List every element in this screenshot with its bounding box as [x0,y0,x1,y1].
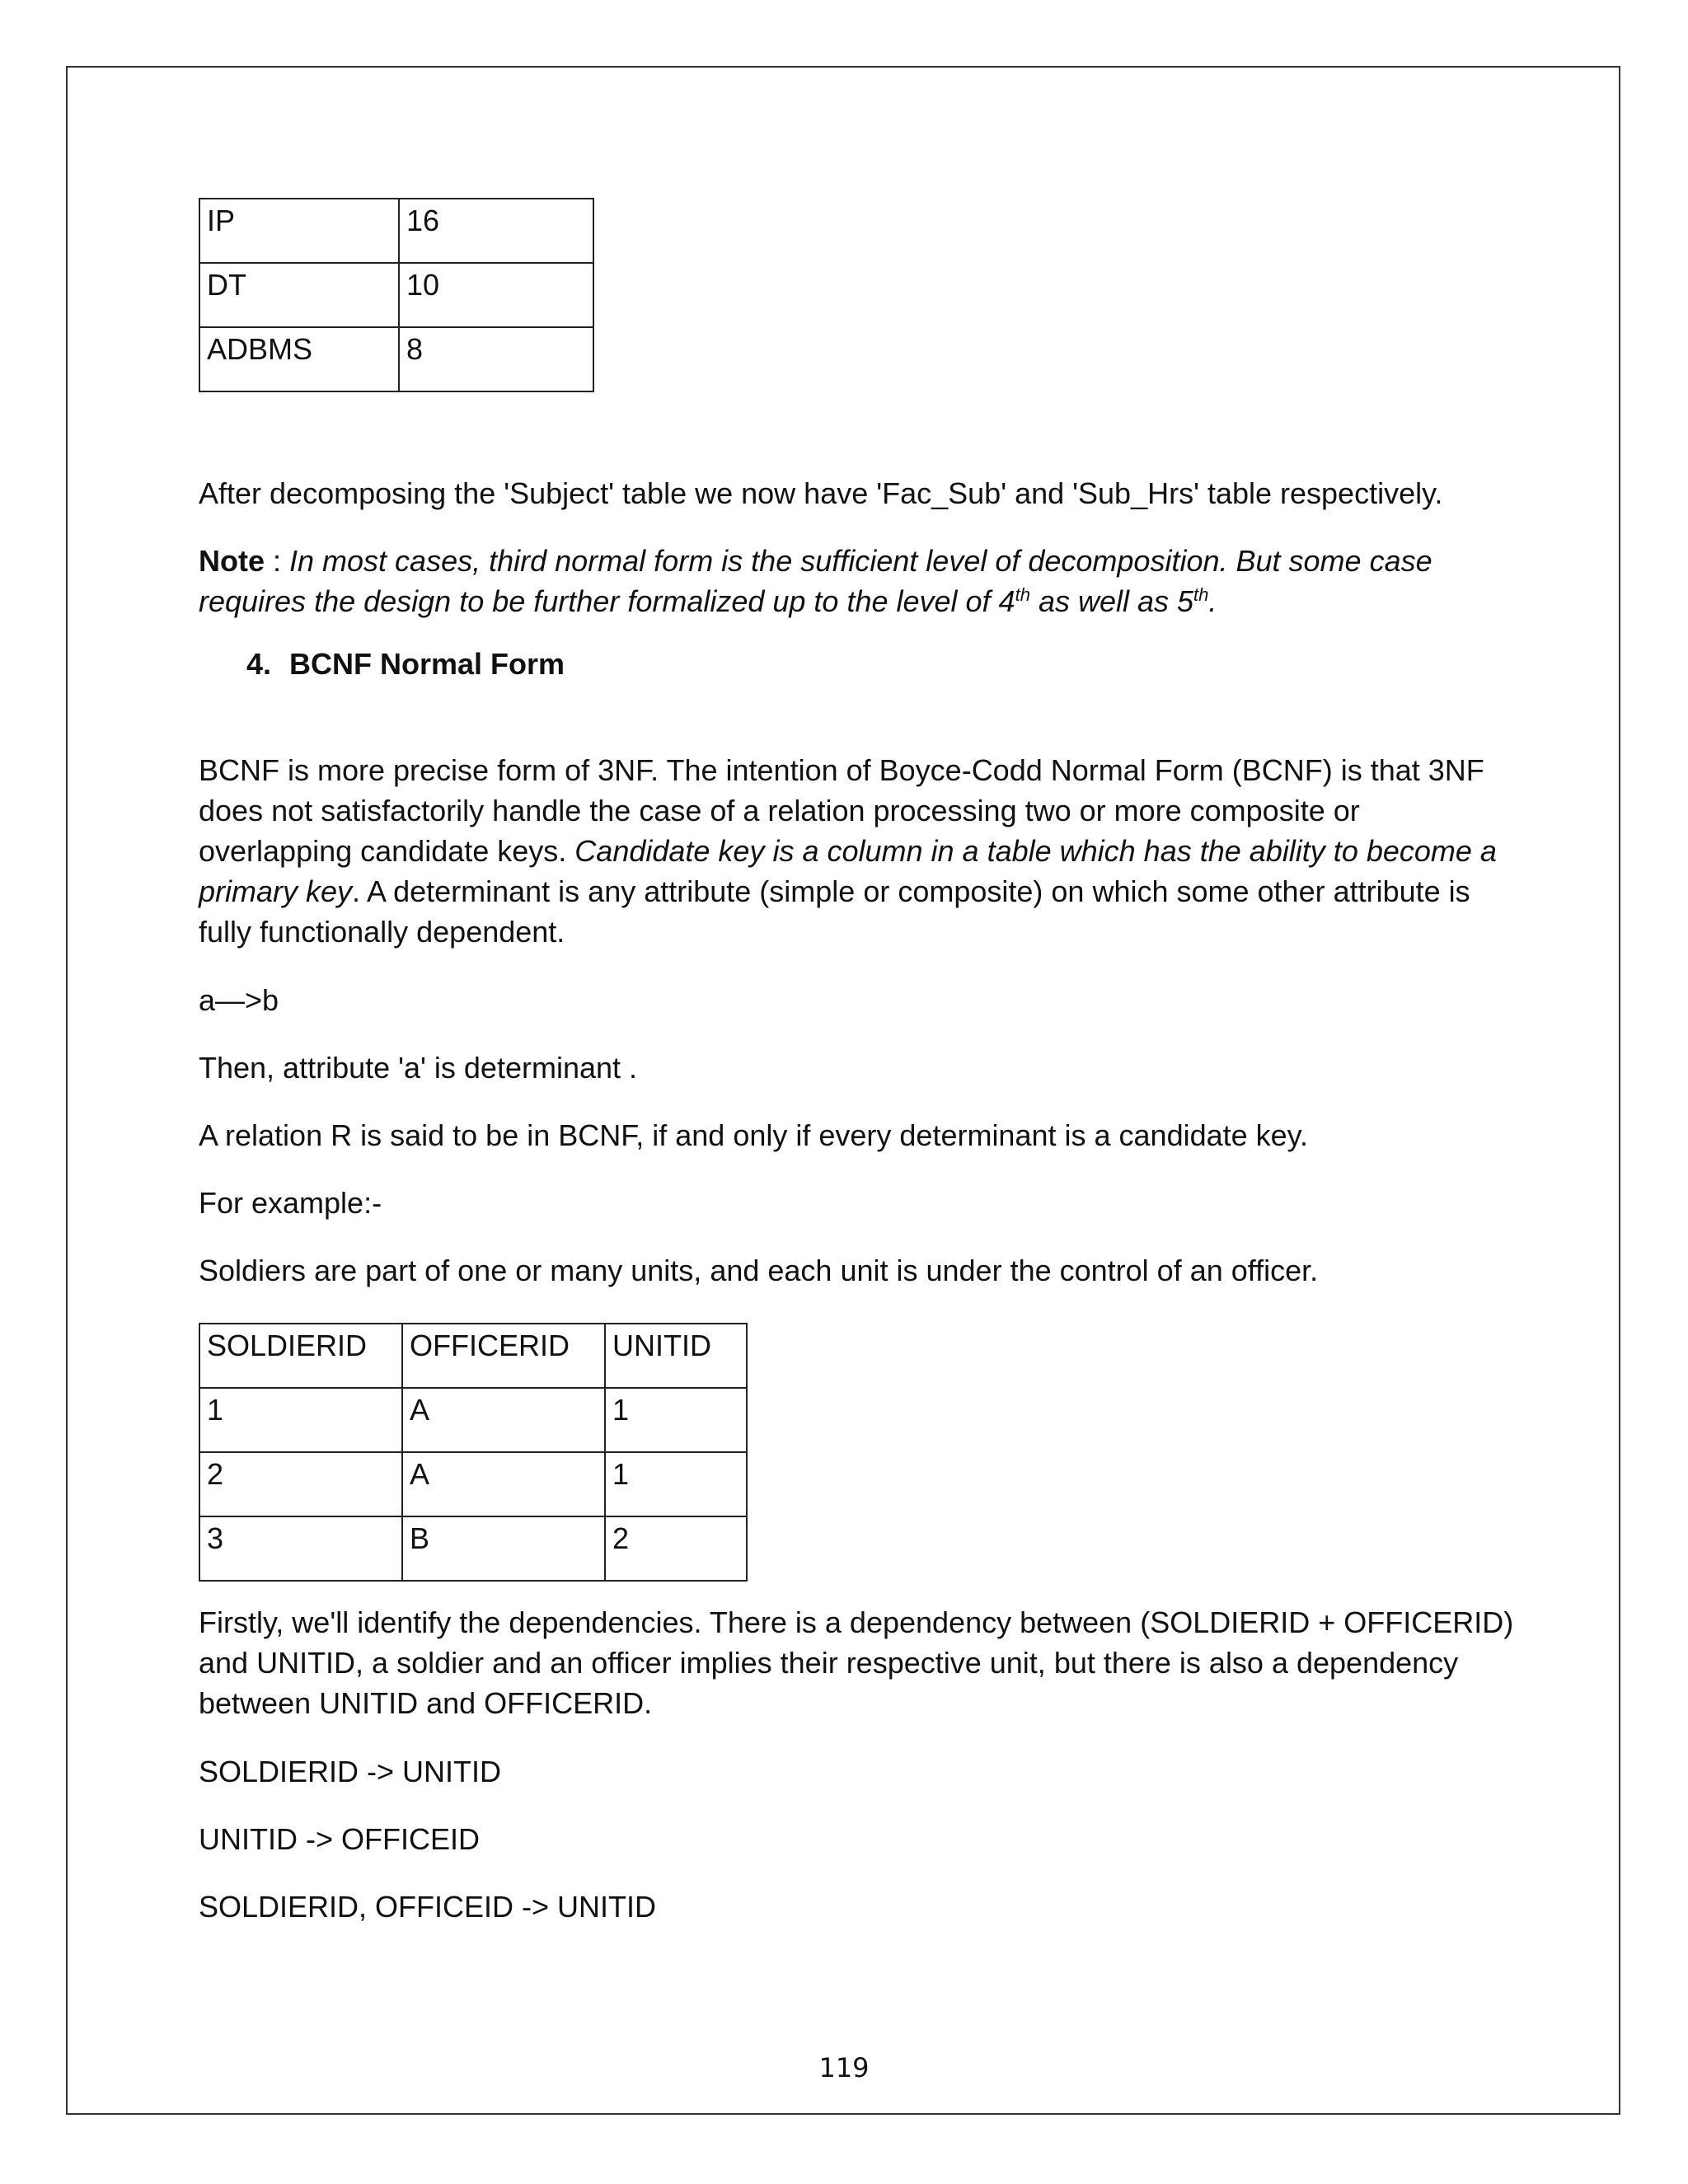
note-paragraph [199,541,1517,621]
table-row [199,1516,747,1581]
soldiers-intro: Soldiers are part of one or many units, and each unit is under the control of an officer. [199,1254,1319,1287]
table-cell: 2 [605,1516,747,1581]
note-sup-1: th [1015,584,1030,605]
section-number: 4. [246,647,272,681]
section-title: BCNF Normal Form [289,647,565,681]
determinant-line: Then, attribute 'a' is determinant . [199,1051,638,1085]
fd-line: SOLDIERID -> UNITID [199,1755,502,1788]
table-cell: IP [199,199,399,263]
table-cell: A [402,1388,605,1452]
after-decompose-paragraph: After decomposing the 'Subject' table we now have 'Fac_Sub' and 'Sub_Hrs' table respectively. [199,476,1443,510]
table-cell: B [402,1516,605,1581]
fd-example: a—>b [199,983,279,1017]
table-cell: 1 [605,1388,747,1452]
note-label: Note [199,544,265,578]
table-cell: 8 [399,327,593,391]
fd-line: UNITID -> OFFICEID [199,1822,480,1856]
note-separator: : [265,544,290,578]
table-cell: 1 [605,1452,747,1516]
table-header-cell: OFFICERID [402,1324,605,1388]
table-row [199,327,593,391]
table-row [199,1452,747,1516]
table-header-cell: SOLDIERID [199,1324,402,1388]
table-header-cell: UNITID [605,1324,747,1388]
note-text [199,544,1432,618]
bcnf-text-2: . A determinant is any attribute (simple or composite) on which some other attribute is fully functionally dependent. [199,874,1470,949]
table-cell: DT [199,263,399,327]
table-row [199,263,593,327]
table-cell: 1 [199,1388,402,1452]
bcnf-text-1: BCNF is more precise form of 3NF. The intention of Boyce-Codd Normal Form (BCNF) is that 3NF does not satisfactorily handle the case of a relation processing two or more composite or overlapping candidate keys. [199,753,1484,868]
table-header-row [199,1324,747,1388]
bcnf-paragraph [199,750,1517,952]
table-row [199,1388,747,1452]
section-heading [246,647,565,682]
note-text-b: as well as 5 [1029,584,1194,618]
note-sup-2: th [1193,584,1209,605]
table-cell: ADBMS [199,327,399,391]
soldiers-table [199,1323,748,1582]
table-cell: 2 [199,1452,402,1516]
note-text-c: . [1208,584,1217,618]
fd-line: SOLDIERID, OFFICEID -> UNITID [199,1890,657,1924]
bcnf-rule: A relation R is said to be in BCNF, if and only if every determinant is a candidate key. [199,1118,1309,1152]
table-cell: 10 [399,263,593,327]
for-example-label: For example:- [199,1186,382,1220]
dependencies-paragraph: Firstly, we'll identify the dependencies. There is a dependency between (SOLDIERID + OFFICERID) and UNITID, a soldier and an officer implies their respective unit, but there is also a dependency between UNITID and OFFICERID. [199,1605,1514,1720]
table-row [199,199,593,263]
table-cell: A [402,1452,605,1516]
candidate-key-definition: Candidate key is a column in a table which has the ability to become a primary key [199,834,1497,908]
page-number: 119 [818,2052,870,2083]
note-text-a: In most cases, third normal form is the sufficient level of decomposition. But some case requires the design to be further formalized up to the level of 4 [199,544,1432,618]
subject-hours-table [199,198,594,392]
table-cell: 16 [399,199,593,263]
table-cell: 3 [199,1516,402,1581]
